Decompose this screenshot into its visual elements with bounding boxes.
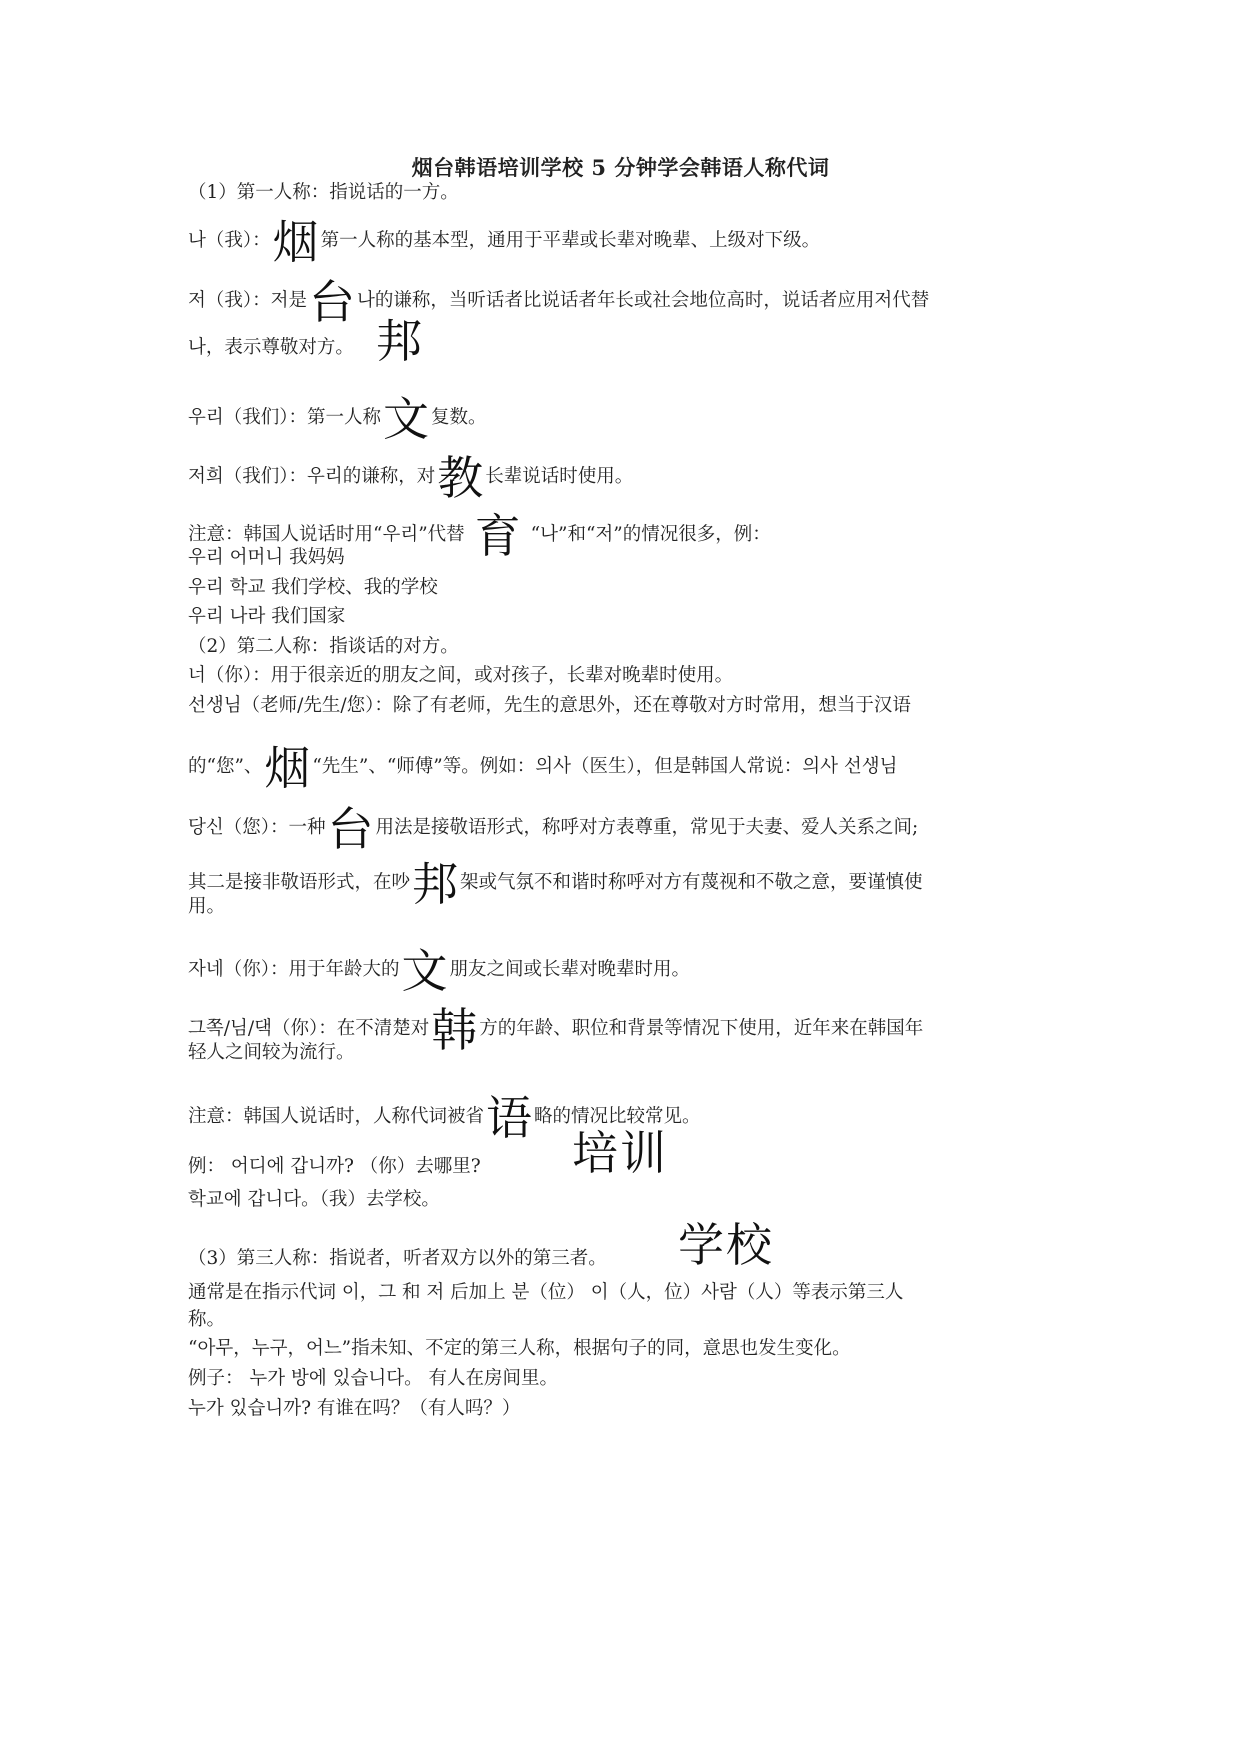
text: 的“您”、: [188, 756, 263, 777]
watermark-char: 烟: [272, 215, 319, 269]
text: “先生”、“师傅”等。例如：의사（医生），但是韩国人常说：의사 선생님: [312, 756, 898, 777]
line-uri: [188, 392, 487, 446]
watermark-char: 邦: [376, 314, 422, 368]
watermark-char: 烟: [264, 741, 311, 795]
text: 略的情况比较常见。: [534, 1106, 701, 1127]
line-jeo-cont: [188, 335, 354, 361]
text: 用。: [188, 896, 226, 917]
line-na: [188, 215, 821, 269]
text: 자네（你）：用于年龄大的: [188, 959, 400, 980]
text: 注意：韩国人说话时用“우리”代替: [188, 524, 465, 545]
paragraph-1-heading: [188, 180, 459, 206]
watermark-char: 学校: [678, 1218, 774, 1272]
text: 우리 나라 我们国家: [188, 606, 346, 627]
text: 朋友之间或长辈对晚辈时用。: [449, 959, 691, 980]
example-question: [188, 1154, 481, 1180]
line-neo: [188, 663, 733, 689]
line-third-person-cont: [188, 1307, 225, 1333]
text: 称。: [188, 1309, 226, 1330]
watermark-char: 文: [383, 392, 429, 446]
text: 우리 어머니 我妈妈: [188, 547, 345, 568]
watermark-char: 韩: [431, 1003, 478, 1057]
text: “아무，누구，어느”指未知、不定的第三人称，根据句子的同，意思也发生变化。: [188, 1338, 851, 1359]
text: 나，表示尊敬对方。: [188, 337, 354, 358]
text: 复数。: [431, 407, 487, 428]
paragraph-3-heading: [188, 1246, 607, 1272]
text: 너（你）：用于很亲近的朋友之间，或对孩子，长辈对晚辈时使用。: [188, 665, 734, 686]
watermark-char: 语: [486, 1091, 533, 1145]
example-line: [188, 575, 438, 601]
watermark-char: 培训: [572, 1126, 668, 1180]
text: 通常是在指示代词 이，그 和 저 后加上 분（位） 이（人，位）사람（人）等表示第三人: [188, 1282, 904, 1303]
text: 나的谦称，当听话者比说话者年长或社会地位高时，说话者应用저代替: [357, 290, 930, 311]
text: 其二是接非敬语形式，在吵: [188, 872, 411, 893]
text: 长辈说话时使用。: [485, 466, 634, 487]
example-line: [188, 1396, 520, 1422]
line-geujjok-cont: [188, 1040, 355, 1066]
line-jeo: [188, 275, 930, 329]
text: （1）第一人称：指说话的一方。: [188, 182, 459, 203]
example-line: [188, 1366, 558, 1392]
example-line: [188, 545, 345, 571]
line-jane: [188, 944, 691, 998]
line-dangsin: [188, 802, 919, 856]
text: 저（我）：저是: [188, 290, 307, 311]
text: 나（我）：: [188, 230, 271, 251]
paragraph-2-heading: [188, 634, 459, 660]
text: 선생님（老师/先生/您）：除了有老师，先生的意思外，还在尊敬对方时常用，想当于汉语: [188, 695, 911, 716]
line-seonsaengnim: [188, 693, 911, 719]
text: 注意：韩国人说话时，人称代词被省: [188, 1106, 485, 1127]
line-jeohui: [188, 451, 634, 505]
watermark-char: 育: [474, 509, 521, 563]
text: 우리 학교 我们学校、我的学校: [188, 577, 438, 598]
text: 例子： 누가 방에 있습니다。 有人在房间里。: [188, 1368, 558, 1389]
watermark-char: 文: [401, 944, 448, 998]
watermark-char: 台: [309, 275, 355, 329]
line-dangsin-cont: [188, 857, 923, 911]
text: （3）第三人称：指说者，听者双方以外的第三者。: [188, 1248, 607, 1269]
text: 저희（我们）：우리的谦称，对: [188, 466, 436, 487]
line-indefinite: [188, 1336, 851, 1362]
watermark-char: 台: [327, 802, 374, 856]
text: 方的年龄、职位和背景等情况下使用，近年来在韩国年: [479, 1018, 924, 1039]
text: 用法是接敬语形式，称呼对方表尊重，常见于夫妻、爱人关系之间;: [375, 817, 919, 838]
text: 우리（我们）：第一人称: [188, 407, 381, 428]
text: “나”和“저”的情况很多，例：: [530, 524, 771, 545]
text: 학교에 갑니다。（我）去学校。: [188, 1189, 440, 1210]
text: 例： 어디에 갑니까? （你）去哪里?: [188, 1156, 481, 1177]
example-line: [188, 604, 345, 630]
watermark-char: 邦: [412, 857, 459, 911]
text: 당신（您）：一种: [188, 817, 326, 838]
example-answer: [188, 1187, 440, 1213]
text: 그쪽/님/댁（你）：在不清楚对: [188, 1018, 430, 1039]
text: 轻人之间较为流行。: [188, 1042, 355, 1063]
text: （2）第二人称：指谈话的对方。: [188, 636, 459, 657]
line-dangsin-end: [188, 894, 225, 920]
text: 架或气氛不和谐时称呼对方有蔑视和不敬之意，要谨慎使: [460, 872, 923, 893]
line-third-person: [188, 1280, 903, 1306]
line-seonsaengnim-cont: [188, 741, 898, 795]
text: 누가 있습니까? 有谁在吗？（有人吗？）: [188, 1398, 521, 1419]
text: 第一人称的基本型，通用于平辈或长辈对晚辈、上级对下级。: [320, 230, 821, 251]
watermark-char: 教: [437, 451, 484, 505]
document-title: 烟台韩语培训学校 5 分钟学会韩语人称代词: [411, 155, 830, 180]
